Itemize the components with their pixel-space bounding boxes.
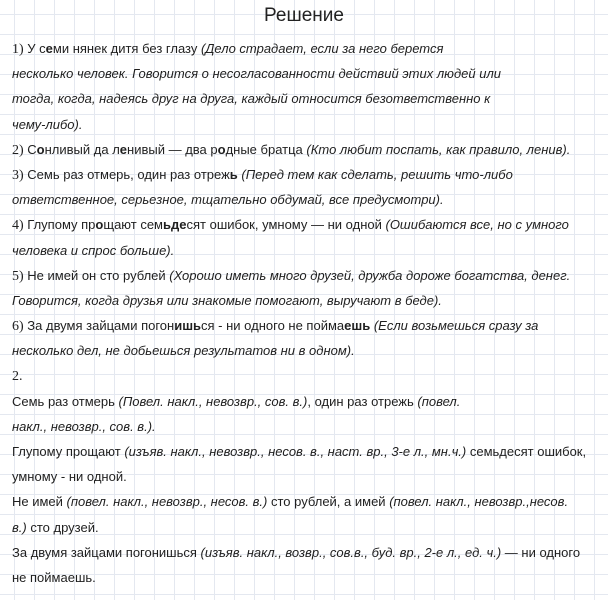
text-segment: умному - ни одной. xyxy=(12,469,127,485)
text-line xyxy=(12,137,602,162)
text-segment: не поймаешь. xyxy=(12,569,96,585)
italic-comment: (Перед тем как сделать, решить что-либо xyxy=(241,166,513,182)
text-segment: Глупому пр xyxy=(23,217,96,233)
bold-letter: о xyxy=(217,141,226,157)
text-line xyxy=(12,313,602,338)
italic-comment: человека и спрос больше). xyxy=(12,242,175,258)
text-line xyxy=(12,414,602,439)
text-line xyxy=(12,565,602,590)
text-segment: , один раз отрежь xyxy=(307,393,418,409)
text-segment: сто рублей, а имей xyxy=(267,494,390,510)
bold-letter: ьде xyxy=(163,217,187,233)
text-segment: — ни одного xyxy=(501,544,581,560)
text-segment: За двумя зайцами погонишься xyxy=(12,544,201,560)
text-segment: ми нянек дитя без глазу xyxy=(52,41,201,56)
text-segment: У с xyxy=(23,41,46,56)
text-segment: семьдесят ошибок, xyxy=(466,444,587,459)
item-number: 3) xyxy=(12,167,24,183)
text-line xyxy=(12,439,602,464)
text-line xyxy=(12,238,602,263)
text-segment: За двумя зайцами погон xyxy=(23,318,175,334)
bold-letter: ешь xyxy=(344,318,371,334)
italic-comment: (Ошибаются все, но с умного xyxy=(385,217,569,233)
text-segment: С xyxy=(23,141,37,157)
bold-letter: ишь xyxy=(174,318,202,334)
bold-letter: о xyxy=(36,141,45,157)
italic-comment: (Кто любит поспать, как правило, ленив). xyxy=(306,141,571,157)
italic-comment: несколько дел, не добьешься результатов ни в одном). xyxy=(12,343,355,359)
text-line xyxy=(12,338,602,363)
text-segment: Не имей xyxy=(12,494,67,510)
text-line xyxy=(12,489,602,514)
text-segment: Семь раз отмерь, один раз отреж xyxy=(23,166,230,182)
item-number: 6) xyxy=(12,319,24,335)
text-line xyxy=(12,363,602,388)
text-line xyxy=(12,86,602,111)
text-line xyxy=(12,540,602,565)
text-segment: нливый да л xyxy=(44,141,120,157)
text-line xyxy=(12,212,602,237)
bold-letter: о xyxy=(95,217,104,233)
italic-comment: (изъяв. накл., невозвр., несов. в., наст. вр., 3-е л., мн.ч.) xyxy=(124,444,467,459)
italic-comment: чему-либо). xyxy=(12,116,83,132)
text-line xyxy=(12,61,602,86)
italic-comment: (повел. xyxy=(417,393,461,409)
text-segment: Глупому прощают xyxy=(12,444,125,459)
item-number: 2. xyxy=(12,369,23,385)
text-line xyxy=(12,112,602,137)
text-line xyxy=(12,389,602,414)
text-segment: сят ошибок, умному — ни одной xyxy=(186,217,386,233)
text-line xyxy=(12,187,602,212)
item-number: 4) xyxy=(12,218,24,234)
italic-comment: ответственное, серьезное, тщательно обдумай, все предусмотри). xyxy=(12,192,444,208)
item-number: 2) xyxy=(12,142,24,158)
text-segment: дные братца xyxy=(225,141,307,157)
text-line xyxy=(12,515,602,540)
text-line xyxy=(12,464,602,489)
text-segment: Не имей он сто рублей xyxy=(23,267,170,283)
text-line xyxy=(12,162,602,187)
text-segment: сто друзей. xyxy=(26,519,99,535)
italic-comment: (повел. накл., невозвр.,несов. xyxy=(389,494,569,510)
italic-comment: (Повел. накл., невозвр., сов. в.) xyxy=(118,393,308,409)
italic-comment: (Хорошо иметь много друзей, дружба дороже богатства, денег. xyxy=(169,267,571,283)
italic-comment: (Если возьмешься сразу за xyxy=(373,318,539,334)
bold-letter: е xyxy=(45,41,53,56)
italic-comment: (изъяв. накл., возвр., сов.в., буд. вр., 2-е л., ед. ч.) xyxy=(200,544,502,560)
italic-comment: в.) xyxy=(12,519,27,535)
italic-comment: накл., невозвр., сов. в.). xyxy=(12,418,156,434)
text-segment: нивый — два р xyxy=(127,141,218,157)
page-title: Решение xyxy=(264,5,344,26)
text-line xyxy=(12,36,602,61)
text-segment: щают сем xyxy=(103,217,163,233)
bold-letter: ь xyxy=(229,166,238,182)
text-segment: ся - ни одного не пойма xyxy=(201,318,345,334)
italic-comment: (Дело страдает, если за него берется xyxy=(200,41,444,56)
text-segment: Семь раз отмерь xyxy=(12,393,119,409)
bold-letter: е xyxy=(119,141,128,157)
solution-text xyxy=(12,36,602,590)
text-line xyxy=(12,263,602,288)
italic-comment: (повел. накл., невозвр., несов. в.) xyxy=(66,494,268,510)
item-number: 1) xyxy=(12,42,24,57)
italic-comment: несколько человек. Говорится о несогласованности действий этих людей или xyxy=(12,66,502,82)
item-number: 5) xyxy=(12,268,24,284)
text-line xyxy=(12,288,602,313)
italic-comment: Говорится, когда друзья или знакомые помогают, выручают в беде). xyxy=(12,292,442,308)
italic-comment: тогда, когда, надеясь друг на друга, каждый относится безответственно к xyxy=(12,91,491,107)
